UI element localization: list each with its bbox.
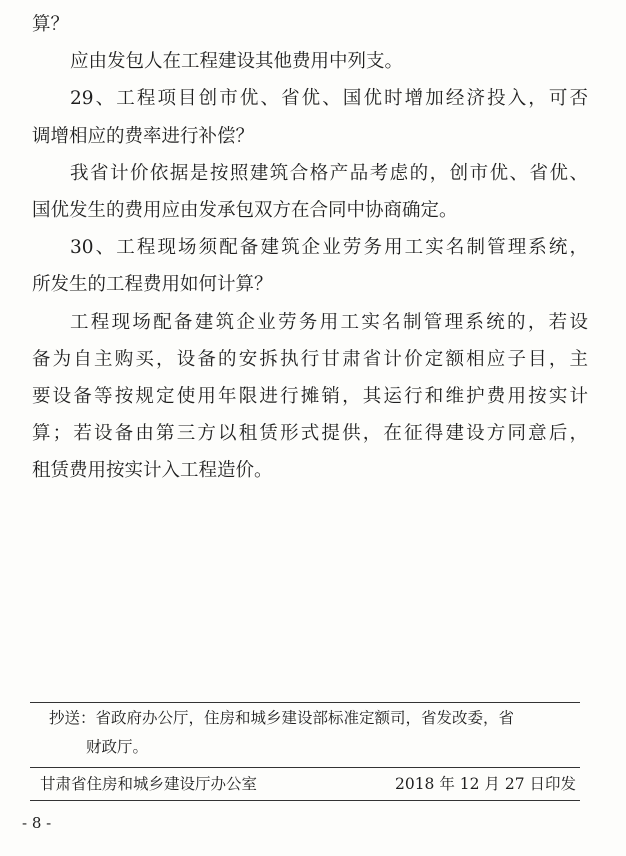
footer-bottom-rule	[30, 800, 580, 801]
answer-29-line: 国优发生的费用应由发承包双方在合同中协商确定。	[32, 199, 458, 221]
body-line: 算？	[32, 14, 70, 35]
page-number: - 8 -	[22, 814, 52, 832]
body-line: 应由发包人在工程建设其他费用中列支。	[70, 51, 404, 73]
cc-line: 抄送：省政府办公厅，住房和城乡建设部标准定额司，省发改委，省	[49, 709, 515, 727]
issue-date: 2018 年 12 月 27 日印发	[394, 775, 576, 793]
cc-distribution	[49, 704, 569, 762]
question-29-line: 调增相应的费率进行补偿？	[32, 125, 255, 147]
footer-middle-rule	[30, 767, 580, 768]
document-body	[32, 6, 588, 489]
footer-top-rule	[30, 702, 580, 703]
cc-line: 财政厅。	[86, 738, 149, 756]
answer-30-line: 工程现场配备建筑企业劳务用工实名制管理系统的，若设	[70, 311, 588, 333]
answer-30-line: 备为自主购买，设备的安拆执行甘肃省计价定额相应子目，主	[32, 348, 588, 370]
question-29-line: 29、工程项目创市优、省优、国优时增加经济投入，可否	[70, 88, 588, 110]
issuing-office: 甘肃省住房和城乡建设厅办公室	[40, 775, 258, 793]
answer-29-line: 我省计价依据是按照建筑合格产品考虑的，创市优、省优、	[70, 162, 588, 184]
answer-30-line: 算；若设备由第三方以租赁形式提供，在征得建设方同意后，	[32, 423, 588, 445]
question-30-line: 所发生的工程费用如何计算？	[32, 274, 273, 296]
question-30-line: 30、工程现场须配备建筑企业劳务用工实名制管理系统，	[70, 237, 588, 259]
answer-30-line: 要设备等按规定使用年限进行摊销，其运行和维护费用按实计	[32, 385, 588, 407]
answer-30-line: 租赁费用按实计入工程造价。	[32, 460, 273, 482]
